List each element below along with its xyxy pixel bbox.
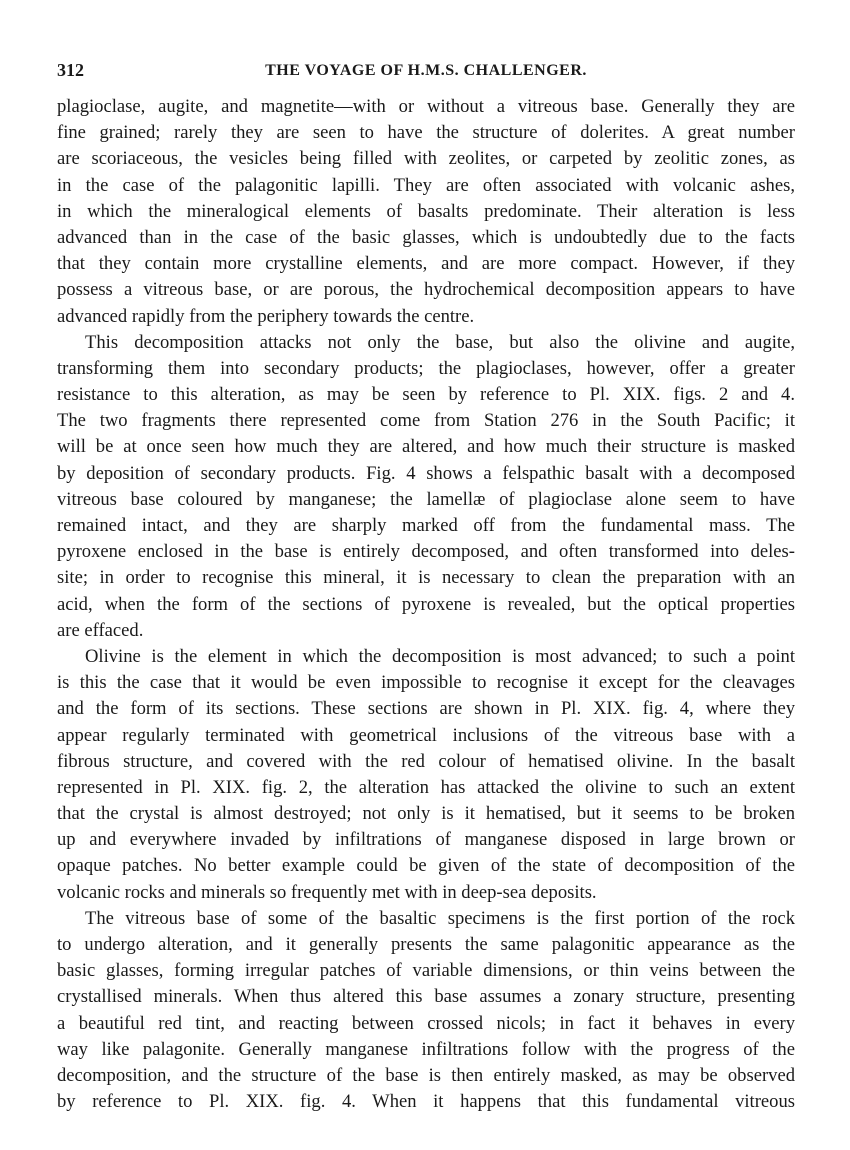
text-line: are scoriaceous, the vesicles being filled with zeolites, or carpeted by zeolitic zones, as — [57, 148, 795, 170]
text-line: will be at once seen how much they are altered, and how much their structure is masked — [57, 436, 795, 458]
text-line: way like palagonite. Generally manganese infiltrations follow with the progress of the — [57, 1038, 795, 1060]
text-line: transforming them into secondary products; the plagioclases, however, offer a greater — [57, 357, 795, 379]
page-number: 312 — [57, 60, 84, 80]
text-line: by reference to Pl. XIX. fig. 4. When it happens that this fundamental vitreous — [57, 1091, 795, 1113]
text-line: and the form of its sections. These sections are shown in Pl. XIX. fig. 4, where they — [57, 698, 795, 720]
text-line: plagioclase, augite, and magnetite—with or without a vitreous base. Generally they are — [57, 96, 795, 117]
text-line: The two fragments there represented come from Station 276 in the South Pacific; it — [57, 410, 795, 432]
text-line: represented in Pl. XIX. fig. 2, the alteration has attacked the olivine to such an extent — [57, 776, 795, 798]
text-line: basic glasses, forming irregular patches of variable dimensions, or thin veins between the — [57, 960, 795, 982]
text-line: appear regularly terminated with geometrical inclusions of the vitreous base with a — [57, 724, 795, 746]
body-text — [57, 94, 795, 1115]
text-line: to undergo alteration, and it generally presents the same palagonitic appearance as the — [57, 934, 795, 955]
text-line: fine grained; rarely they are seen to have the structure of dolerites. A great number — [57, 122, 795, 144]
text-line: a beautiful red tint, and reacting between crossed nicols; in fact it behaves in every — [57, 1012, 795, 1034]
paragraph — [57, 330, 795, 644]
paragraph — [57, 94, 795, 330]
text-line: opaque patches. No better example could be given of the state of decomposition of the — [57, 855, 795, 877]
text-line: The vitreous base of some of the basaltic specimens is the first portion of the rock — [85, 907, 795, 929]
text-line: up and everywhere invaded by infiltrations of manganese disposed in large brown or — [57, 829, 795, 851]
text-line: acid, when the form of the sections of pyroxene is revealed, but the optical properties — [57, 593, 795, 615]
text-line: Olivine is the element in which the decomposition is most advanced; to such a point — [85, 645, 795, 667]
text-line: by deposition of secondary products. Fig. 4 shows a felspathic basalt with a decomposed — [57, 462, 795, 484]
text-line: site; in order to recognise this mineral, it is necessary to clean the preparation with an — [57, 567, 795, 589]
text-line: vitreous base coloured by manganese; the lamellæ of plagioclase alone seem to have — [57, 488, 795, 510]
text-line: in the case of the palagonitic lapilli. They are often associated with volcanic ashes, — [57, 174, 795, 196]
text-line: volcanic rocks and minerals so frequently met with in deep-sea deposits. — [57, 881, 597, 903]
text-line: are effaced. — [57, 619, 144, 641]
text-line: fibrous structure, and covered with the red colour of hematised olivine. In the basalt — [57, 750, 795, 772]
text-line: resistance to this alteration, as may be seen by reference to Pl. XIX. figs. 2 and 4. — [57, 384, 795, 406]
running-title: THE VOYAGE OF H.M.S. CHALLENGER. — [265, 62, 587, 79]
text-line: crystallised minerals. When thus altered this base assumes a zonary structure, presenting — [57, 986, 795, 1008]
paragraph — [57, 644, 795, 906]
text-line: possess a vitreous base, or are porous, the hydrochemical decomposition appears to have — [57, 279, 795, 301]
text-line: that the crystal is almost destroyed; not only is it hematised, but it seems to be broken — [57, 803, 795, 825]
text-line: pyroxene enclosed in the base is entirely decomposed, and often transformed into deles- — [57, 541, 795, 563]
text-line: decomposition, and the structure of the base is then entirely masked, as may be observed — [57, 1064, 795, 1086]
text-line: remained intact, and they are sharply marked off from the fundamental mass. The — [57, 515, 795, 536]
text-line: is this the case that it would be even impossible to recognise it except for the cleavages — [57, 672, 795, 694]
paragraph — [57, 906, 795, 1116]
page-header — [57, 60, 795, 84]
text-line: in which the mineralogical elements of basalts predominate. Their alteration is less — [57, 200, 795, 222]
text-line: This decomposition attacks not only the base, but also the olivine and augite, — [85, 331, 795, 353]
text-line: advanced rapidly from the periphery towards the centre. — [57, 305, 475, 327]
text-line: that they contain more crystalline elements, and are more compact. However, if they — [57, 253, 795, 275]
text-line: advanced than in the case of the basic glasses, which is undoubtedly due to the facts — [57, 226, 795, 248]
